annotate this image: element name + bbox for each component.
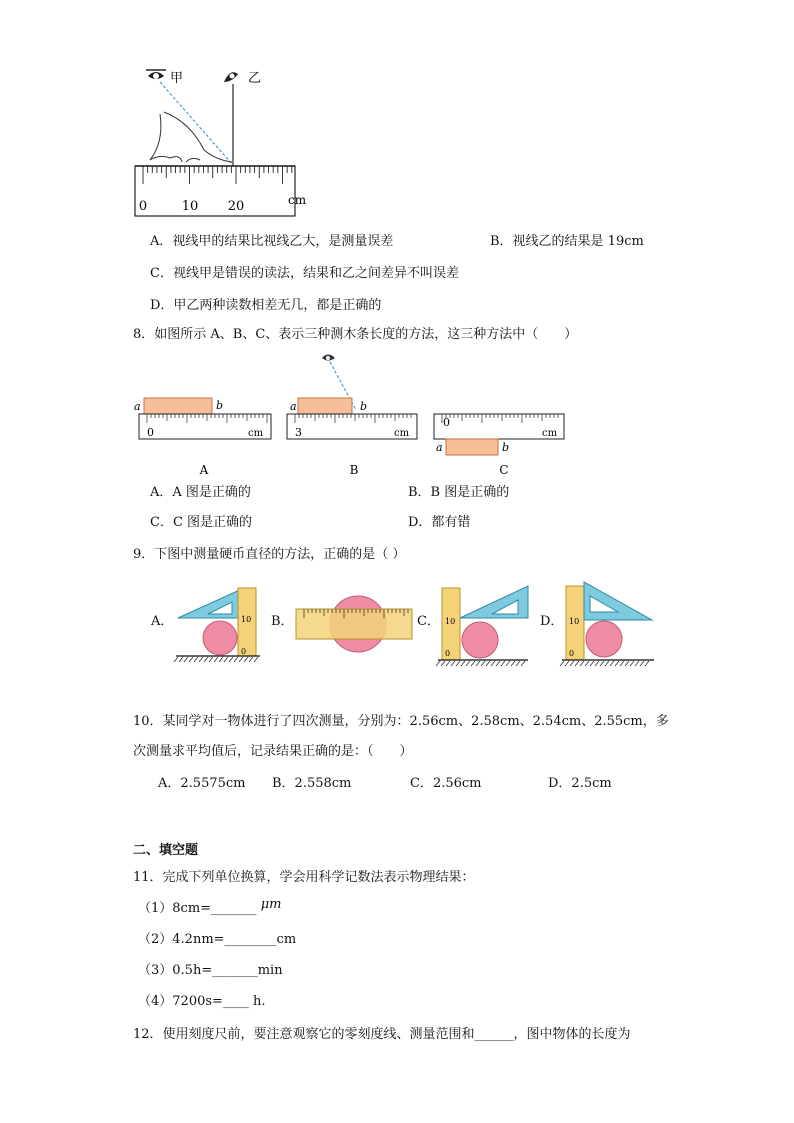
q8-option-c: C．C 图是正确的: [150, 515, 253, 530]
eye-jia-icon: [146, 70, 166, 79]
eye-icon: [322, 355, 335, 361]
tick-label-0: 0: [138, 199, 148, 214]
q8-fig-a: [134, 398, 271, 477]
caption-b: B: [349, 463, 359, 477]
ruler-b-unit: cm: [394, 428, 410, 439]
tick-label-20: 20: [227, 199, 245, 214]
wood-bar-b: [298, 398, 352, 414]
q8-option-b: B．B 图是正确的: [408, 485, 510, 500]
ruler-a-unit: cm: [248, 428, 264, 439]
q7-option-b: B．视线乙的结果是 19cm: [490, 234, 644, 249]
svg-text:0: 0: [569, 649, 575, 658]
q8-fig-b: [287, 355, 417, 478]
label-a: a: [134, 400, 141, 413]
q9-label-a: A．: [151, 614, 174, 629]
q10-option-d: D．2.5cm: [548, 776, 612, 791]
ruler-b: [296, 609, 412, 639]
q10-stem-line2: 次测量求平均值后，记录结果正确的是：（ ）: [133, 744, 413, 759]
q11-part-1: [138, 897, 282, 917]
caption-c: C: [499, 463, 509, 477]
caption-a: A: [199, 463, 209, 477]
q9-fig-b: [296, 596, 412, 652]
label-b: b: [502, 441, 510, 454]
wood-bar-a: [144, 398, 212, 414]
ruler-a-zero: 0: [147, 426, 154, 439]
ruler-body: [135, 166, 295, 216]
svg-text:10: 10: [241, 615, 252, 624]
label-a: a: [290, 400, 297, 413]
label-b: b: [360, 400, 368, 413]
q8-figure: [130, 352, 575, 482]
ruler-b-start: 3: [295, 426, 302, 439]
q7-ruler-figure: [120, 62, 320, 222]
q11-part-1-text: （1）8cm=_______: [138, 901, 257, 916]
q10-stem-line1: 10．某同学对一物体进行了四次测量，分别为：2.56cm、2.58cm、2.54cm、2.55cm，多: [133, 714, 669, 729]
q9-fig-a: [174, 588, 260, 662]
q9-label-c: C．: [417, 614, 440, 629]
label-yi: 乙: [248, 71, 262, 86]
q8-option-d: D．都有错: [408, 515, 471, 530]
svg-text:10: 10: [569, 617, 580, 626]
svg-text:0: 0: [445, 649, 451, 658]
q10-option-a: A．2.5575cm: [158, 776, 246, 791]
sight-line-jia: [160, 82, 232, 164]
q9-stem: 9．下图中测量硬币直径的方法，正确的是（ ）: [133, 547, 406, 562]
label-b: b: [216, 399, 224, 412]
q9-label-b: B．: [271, 614, 294, 629]
coin-d: [586, 621, 622, 657]
label-jia: 甲: [170, 71, 184, 86]
tick-label-10: 10: [181, 199, 199, 214]
q8-option-a: A．A 图是正确的: [150, 485, 251, 500]
q9-fig-d: [560, 582, 654, 666]
q9-label-d: D．: [540, 614, 564, 629]
ruler-c-unit: cm: [542, 428, 558, 439]
coin-a: [203, 621, 237, 655]
hand-outline: [150, 112, 232, 162]
q12-stem: 12．使用刻度尺前，要注意观察它的零刻度线、测量范围和______，图中物体的长度为: [133, 1027, 631, 1042]
q11-part-4: （4）7200s=____ h.: [138, 994, 266, 1009]
coin-c: [462, 622, 498, 658]
q8-fig-c: [434, 414, 564, 477]
q7-option-a: A．视线甲的结果比视线乙大，是测量误差: [150, 234, 394, 249]
q7-option-d: D．甲乙两种读数相差无几，都是正确的: [150, 298, 382, 313]
eye-yi-icon: [224, 72, 238, 82]
q9-fig-c: [436, 586, 528, 666]
q10-option-b: B．2.558cm: [272, 776, 352, 791]
svg-text:10: 10: [445, 617, 456, 626]
section-title: 二、填空题: [133, 843, 199, 858]
unit-label: cm: [288, 193, 307, 207]
q11-stem: 11．完成下列单位换算，学会用科学记数法表示物理结果：: [133, 870, 475, 885]
q11-part-1-unit: μm: [260, 897, 282, 912]
q10-option-c: C．2.56cm: [410, 776, 482, 791]
q7-option-c: C．视线甲是错误的读法，结果和乙之间差异不叫误差: [150, 266, 459, 281]
svg-text:0: 0: [241, 647, 247, 656]
q11-part-2: （2）4.2nm=________cm: [138, 932, 297, 947]
wood-bar-c: [446, 439, 498, 455]
q9-figure: [170, 576, 660, 668]
q11-part-3: （3）0.5h=_______min: [138, 963, 283, 978]
q8-stem: 8．如图所示 A、B、C、表示三种测木条长度的方法，这三种方法中（ ）: [133, 327, 578, 342]
label-a: a: [436, 441, 443, 454]
ruler-c-zero: 0: [443, 416, 450, 429]
